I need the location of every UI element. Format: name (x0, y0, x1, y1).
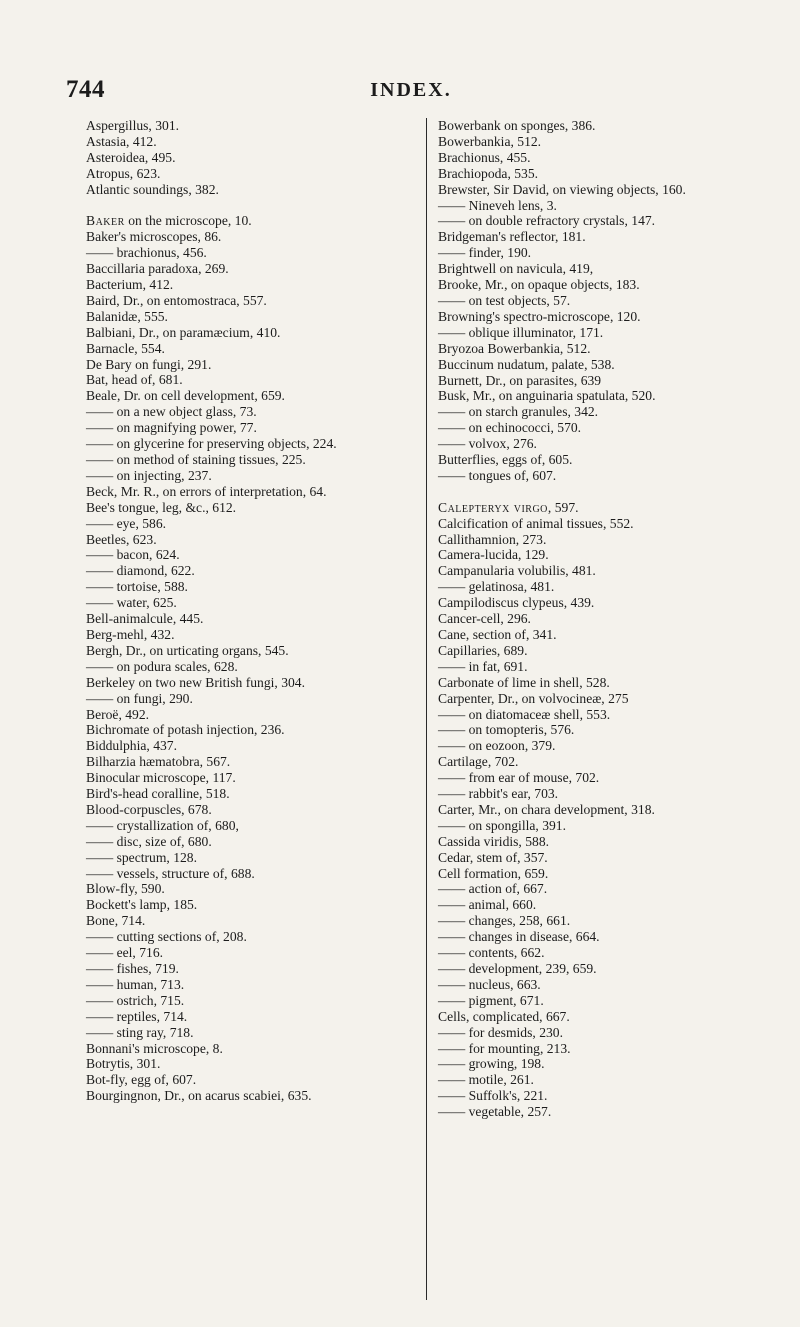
index-entry: Bichromate of potash injection, 236. (86, 722, 285, 738)
index-entry: —— vessels, structure of, 688. (86, 865, 255, 881)
index-entry: Bilharzia hæmatobra, 567. (86, 754, 231, 770)
section-lead-word: Calepteryx virgo (438, 499, 548, 515)
index-entry: —— on injecting, 237. (86, 467, 212, 483)
index-entry: Binocular microscope, 117. (86, 770, 236, 786)
index-entry: —— on test objects, 57. (438, 292, 571, 308)
index-entry: —— disc, size of, 680. (86, 833, 212, 849)
index-entry: —— brachionus, 456. (86, 245, 207, 261)
index-entry: —— motile, 261. (438, 1072, 534, 1088)
index-entry: Burnett, Dr., on parasites, 639 (438, 372, 602, 388)
index-entry: Asteroidea, 495. (86, 149, 176, 165)
index-entry: —— on tomopteris, 576. (438, 722, 575, 738)
index-entry: —— on a new object glass, 73. (86, 404, 257, 420)
index-entry: Beck, Mr. R., on errors of interpretation, 64. (86, 483, 327, 499)
index-entry: —— on method of staining tissues, 225. (86, 452, 306, 468)
index-entry: Blood-corpuscles, 678. (86, 801, 212, 817)
index-entry: —— volvox, 276. (438, 436, 537, 452)
index-entry: Brachiopoda, 535. (438, 165, 539, 181)
index-entry: Bell-animalcule, 445. (86, 611, 204, 627)
index-entry: Beroë, 492. (86, 706, 150, 722)
index-entry: Bourgingnon, Dr., on acarus scabiei, 635. (86, 1088, 312, 1104)
index-entry: Bat, head of, 681. (86, 372, 183, 388)
index-entry: —— eye, 586. (86, 515, 167, 531)
index-entry: Baker on the microscope, 10. (86, 213, 252, 229)
index-entry: —— on glycerine for preserving objects, 224. (86, 436, 337, 452)
index-entry: Atlantic soundings, 382. (86, 181, 219, 197)
index-entry: —— on podura scales, 628. (86, 658, 238, 674)
index-entry: Baker's microscopes, 86. (86, 229, 222, 245)
index-entry: —— contents, 662. (438, 945, 545, 961)
index-entry: Bryozoa Bowerbankia, 512. (438, 340, 591, 356)
index-entry: Blow-fly, 590. (86, 881, 165, 897)
index-entry: —— cutting sections of, 208. (86, 929, 247, 945)
index-entry: Carbonate of lime in shell, 528. (438, 674, 610, 690)
index-entry: Bridgeman's reflector, 181. (438, 229, 586, 245)
index-entry: —— diamond, 622. (86, 563, 195, 579)
index-entry: —— growing, 198. (438, 1056, 545, 1072)
index-entry: —— spectrum, 128. (86, 849, 198, 865)
page-number: 744 (66, 76, 105, 103)
index-entry: —— finder, 190. (438, 245, 532, 261)
index-entry: Baird, Dr., on entomostraca, 557. (86, 292, 267, 308)
index-entry: Atropus, 623. (86, 165, 161, 181)
index-entry: —— on magnifying power, 77. (86, 420, 257, 436)
index-entry: De Bary on fungi, 291. (86, 356, 212, 372)
page-title: INDEX. (370, 79, 452, 101)
index-entry: Bird's-head coralline, 518. (86, 786, 230, 802)
index-entry: —— on diatomaceæ shell, 553. (438, 706, 611, 722)
index-entry: Brightwell on navicula, 419, (438, 261, 594, 277)
index-entry: —— Suffolk's, 221. (438, 1088, 548, 1104)
index-entry: Brachionus, 455. (438, 149, 531, 165)
index-entry: —— in fat, 691. (438, 658, 528, 674)
index-entry: —— reptiles, 714. (86, 1008, 188, 1024)
section-gap (438, 484, 756, 500)
index-entry: Camera-lucida, 129. (438, 547, 549, 563)
index-entry: Cancer-cell, 296. (438, 611, 531, 627)
index-entry: —— rabbit's ear, 703. (438, 786, 559, 802)
index-entry: —— changes, 258, 661. (438, 913, 571, 929)
index-entry: Beetles, 623. (86, 531, 157, 547)
page-header (66, 76, 756, 108)
index-entry: Astasia, 412. (86, 133, 157, 149)
index-entry: Cane, section of, 341. (438, 626, 557, 642)
index-entry: —— from ear of mouse, 702. (438, 770, 600, 786)
index-entry: —— fishes, 719. (86, 961, 179, 977)
index-entry: Busk, Mr., on anguinaria spatulata, 520. (438, 388, 656, 404)
index-entry: —— nucleus, 663. (438, 976, 541, 992)
index-entry: —— for desmids, 230. (438, 1024, 563, 1040)
index-entry: Balbiani, Dr., on paramæcium, 410. (86, 324, 281, 340)
index-column-right (438, 118, 756, 1120)
index-entry: —— sting ray, 718. (86, 1024, 194, 1040)
index-entry: Balanidæ, 555. (86, 308, 168, 324)
index-entry: Cells, complicated, 667. (438, 1008, 570, 1024)
index-entry: —— tongues of, 607. (438, 467, 557, 483)
index-entry: —— animal, 660. (438, 897, 537, 913)
index-entry: Berg-mehl, 432. (86, 626, 175, 642)
index-entry: —— bacon, 624. (86, 547, 180, 563)
index-entry: Callithamnion, 273. (438, 531, 547, 547)
index-entry: Baccillaria paradoxa, 269. (86, 261, 229, 277)
index-entry: —— human, 713. (86, 976, 185, 992)
index-entry: Brooke, Mr., on opaque objects, 183. (438, 277, 640, 293)
index-entry: —— for mounting, 213. (438, 1040, 571, 1056)
index-entry: —— pigment, 671. (438, 992, 544, 1008)
index-column-left (86, 118, 396, 1104)
index-entry: Bee's tongue, leg, &c., 612. (86, 499, 237, 515)
index-entry: Cedar, stem of, 357. (438, 849, 548, 865)
index-entry: —— ostrich, 715. (86, 992, 185, 1008)
index-entry: Bot-fly, egg of, 607. (86, 1072, 197, 1088)
index-entry: Beale, Dr. on cell development, 659. (86, 388, 285, 404)
index-entry: Cell formation, 659. (438, 865, 549, 881)
index-entry: Bonnani's microscope, 8. (86, 1040, 223, 1056)
index-entry: Brewster, Sir David, on viewing objects, 160. (438, 181, 686, 197)
section-gap (86, 198, 396, 214)
index-entry: —— on fungi, 290. (86, 690, 193, 706)
index-entry: Botrytis, 301. (86, 1056, 161, 1072)
index-entry: Cassida viridis, 588. (438, 833, 550, 849)
index-entry: —— on double refractory crystals, 147. (438, 213, 656, 229)
column-divider (426, 118, 427, 1300)
index-entry: Capillaries, 689. (438, 642, 528, 658)
section-lead-word: Baker (86, 213, 125, 229)
index-entry: Carter, Mr., on chara development, 318. (438, 801, 655, 817)
index-entry: Buccinum nudatum, palate, 538. (438, 356, 615, 372)
index-entry: —— crystallization of, 680, (86, 817, 239, 833)
index-entry: Biddulphia, 437. (86, 738, 178, 754)
index-entry: Bacterium, 412. (86, 277, 174, 293)
index-entry: Calepteryx virgo, 597. (438, 499, 579, 515)
index-entry: —— on echinococci, 570. (438, 420, 582, 436)
index-entry: —— gelatinosa, 481. (438, 579, 555, 595)
index-entry: —— on starch granules, 342. (438, 404, 599, 420)
index-entry: —— development, 239, 659. (438, 961, 597, 977)
index-entry: Browning's spectro-microscope, 120. (438, 308, 641, 324)
index-entry: Aspergillus, 301. (86, 118, 180, 133)
index-entry: Butterflies, eggs of, 605. (438, 452, 573, 468)
index-entry: Carpenter, Dr., on volvocineæ, 275 (438, 690, 629, 706)
index-entry: —— tortoise, 588. (86, 579, 188, 595)
index-entry: Calcification of animal tissues, 552. (438, 515, 634, 531)
index-entry: —— eel, 716. (86, 945, 164, 961)
index-entry: Campilodiscus clypeus, 439. (438, 595, 595, 611)
index-entry: Bergh, Dr., on urticating organs, 545. (86, 642, 289, 658)
index-entry: —— vegetable, 257. (438, 1104, 552, 1120)
index-entry: —— action of, 667. (438, 881, 548, 897)
index-entry: Bockett's lamp, 185. (86, 897, 198, 913)
index-entry: —— water, 625. (86, 595, 177, 611)
index-entry: Cartilage, 702. (438, 754, 519, 770)
index-entry: Campanularia volubilis, 481. (438, 563, 596, 579)
index-entry: —— on eozoon, 379. (438, 738, 556, 754)
index-entry: —— Nineveh lens, 3. (438, 197, 557, 213)
index-entry: Bowerbankia, 512. (438, 133, 542, 149)
index-entry: Berkeley on two new British fungi, 304. (86, 674, 305, 690)
index-entry: Bone, 714. (86, 913, 146, 929)
index-entry: Barnacle, 554. (86, 340, 165, 356)
index-entry: —— on spongilla, 391. (438, 817, 567, 833)
index-entry: —— changes in disease, 664. (438, 929, 600, 945)
index-entry: —— oblique illuminator, 171. (438, 324, 604, 340)
index-entry: Bowerbank on sponges, 386. (438, 118, 596, 133)
